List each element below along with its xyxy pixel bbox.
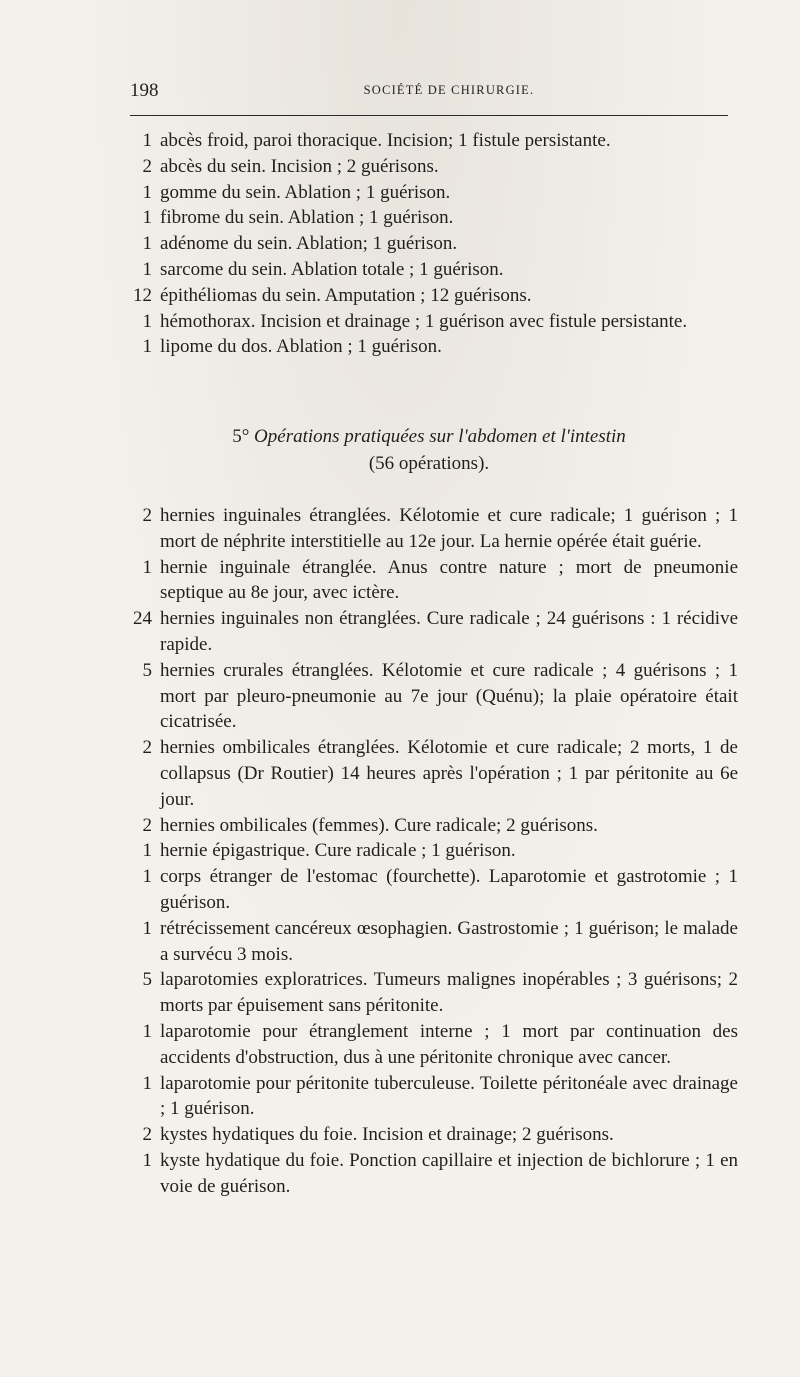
item-text: hernies crurales étranglées. Kélotomie et cure radicale ; 4 guérisons ; 1 mort par pleuro-pneumonie au 7e jour (Quénu); la plaie opératoire était cicatrisée. — [160, 659, 738, 733]
list-item — [130, 838, 738, 864]
item-text: fibrome du sein. Ablation ; 1 guérison. — [160, 207, 454, 229]
item-text: laparotomie pour péritonite tuberculeuse. Toilette péritonéale avec drainage ; 1 guérison. — [160, 1072, 738, 1120]
item-count: 12 — [133, 284, 152, 306]
list-item — [130, 735, 738, 812]
section-subtitle: (56 opérations). — [368, 453, 490, 474]
item-text: corps étranger de l'estomac (fourchette). Laparotomie et gastrotomie ; 1 guérison. — [160, 866, 738, 913]
list-item — [130, 1071, 738, 1123]
item-count: 2 — [142, 737, 152, 759]
section-heading — [130, 423, 728, 477]
item-count: 1 — [142, 917, 152, 939]
item-count: 5 — [142, 659, 152, 681]
section-number: 5° — [232, 426, 250, 447]
list-item — [130, 967, 738, 1019]
item-text: abcès du sein. Incision ; 2 guérisons. — [160, 155, 439, 177]
item-count: 2 — [142, 1124, 152, 1146]
item-text: hernies inguinales étranglées. Kélotomie et cure radicale; 1 guérison ; 1 mort de néphrite interstitielle au 12e jour. La hernie opérée était guérie. — [160, 505, 738, 552]
list-item — [130, 1122, 738, 1148]
list-item — [130, 257, 738, 283]
list-item — [130, 283, 738, 309]
item-count: 1 — [142, 866, 152, 888]
list-item — [130, 658, 738, 735]
item-text: adénome du sein. Ablation; 1 guérison. — [160, 233, 458, 255]
item-count: 1 — [142, 556, 152, 578]
list-item — [130, 503, 738, 555]
list-item — [130, 1019, 738, 1071]
item-text: rétrécissement cancéreux œsophagien. Gastrostomie ; 1 guérison; le malade a survécu 3 mois. — [160, 917, 738, 965]
item-count: 1 — [142, 207, 152, 229]
item-count: 2 — [142, 505, 152, 526]
item-count: 1 — [142, 233, 152, 255]
page-number: 198 — [130, 80, 159, 101]
item-count: 1 — [142, 130, 152, 151]
item-text: hernie inguinale étranglée. Anus contre nature ; mort de pneumonie septique au 8e jour, avec ictère. — [160, 556, 738, 604]
item-count: 5 — [142, 969, 152, 991]
list-item — [130, 916, 738, 968]
item-text: épithéliomas du sein. Amputation ; 12 guérisons. — [160, 284, 532, 306]
running-head: SOCIÉTÉ DE CHIRURGIE. — [363, 83, 535, 97]
list-item — [130, 606, 738, 658]
item-text: sarcome du sein. Ablation totale ; 1 guérison. — [160, 258, 504, 280]
item-count: 2 — [142, 155, 152, 177]
list-item — [130, 334, 738, 360]
item-text: abcès froid, paroi thoracique. Incision; 1 fistule persistante. — [160, 130, 611, 151]
item-count: 1 — [142, 1072, 152, 1094]
item-text: gomme du sein. Ablation ; 1 guérison. — [160, 181, 451, 203]
item-count: 1 — [142, 310, 152, 332]
item-text: hémothorax. Incision et drainage ; 1 guérison avec fistule persistante. — [160, 310, 688, 332]
list-thorax-breast — [130, 128, 738, 360]
item-count: 24 — [133, 608, 152, 630]
item-text: laparotomie pour étranglement interne ; 1 mort par continuation des accidents d'obstruction, dus à une péritonite chronique avec cancer. — [160, 1020, 738, 1068]
header-rule — [130, 115, 728, 116]
list-item — [130, 309, 738, 335]
item-text: laparotomies exploratrices. Tumeurs malignes inopérables ; 3 guérisons; 2 morts par épuisement sans péritonite. — [160, 969, 738, 1017]
item-count: 1 — [142, 1149, 152, 1171]
list-item — [130, 128, 738, 154]
item-text: kystes hydatiques du foie. Incision et drainage; 2 guérisons. — [160, 1124, 614, 1146]
list-item — [130, 154, 738, 180]
item-count: 1 — [142, 181, 152, 203]
section-title: Opérations pratiquées sur l'abdomen et l'intestin — [254, 426, 626, 447]
list-item — [130, 864, 738, 916]
item-count: 1 — [142, 258, 152, 280]
list-item — [130, 813, 738, 839]
item-count: 1 — [142, 336, 152, 358]
item-text: hernies ombilicales étranglées. Kélotomie et cure radicale; 2 morts, 1 de collapsus (Dr Routier) 14 heures après l'opération ; 1 par péritonite au 6e jour. — [160, 737, 738, 810]
list-abdomen — [130, 503, 738, 1200]
item-count: 1 — [142, 1020, 152, 1042]
item-text: hernies ombilicales (femmes). Cure radicale; 2 guérisons. — [160, 814, 598, 836]
list-item — [130, 555, 738, 607]
page-header — [130, 80, 728, 104]
item-count: 1 — [142, 840, 152, 862]
item-count: 2 — [142, 814, 152, 836]
list-item — [130, 1148, 738, 1200]
item-text: hernies inguinales non étranglées. Cure radicale ; 24 guérisons : 1 récidive rapide. — [160, 608, 738, 655]
list-item — [130, 205, 738, 231]
item-text: kyste hydatique du foie. Ponction capillaire et injection de bichlorure ; 1 en voie de guérison. — [160, 1149, 738, 1197]
list-item — [130, 231, 738, 257]
item-text: hernie épigastrique. Cure radicale ; 1 guérison. — [160, 840, 516, 862]
item-text: lipome du dos. Ablation ; 1 guérison. — [160, 336, 442, 358]
list-item — [130, 180, 738, 206]
